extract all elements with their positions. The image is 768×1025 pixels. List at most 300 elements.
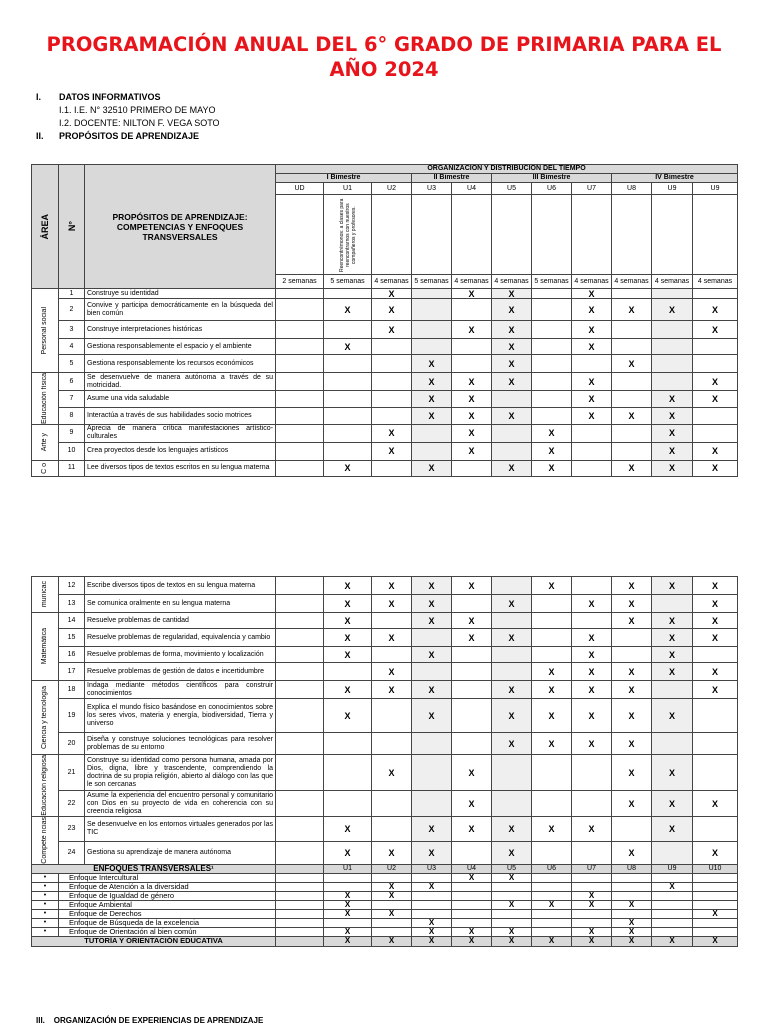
mark-cell xyxy=(492,755,532,791)
unit-description-cell xyxy=(693,195,738,275)
mark-cell xyxy=(372,900,412,909)
competency-text: Explica el mundo físico basándose en conocimientos sobre los seres vivos, materia y energía, biodiversidad, Tierra y universo xyxy=(85,699,276,733)
row-number: 1 xyxy=(59,289,85,299)
enfoque-label: Enfoque de Atención a la diversidad xyxy=(59,882,276,891)
tutoria-row xyxy=(32,936,738,946)
enfoque-unit-header: U2 xyxy=(372,864,412,873)
mark-cell: X xyxy=(693,909,738,918)
mark-cell: X xyxy=(572,817,612,842)
mark-cell: X xyxy=(324,460,372,476)
mark-cell: X xyxy=(693,663,738,681)
mark-cell xyxy=(372,373,412,391)
mark-cell xyxy=(324,873,372,882)
mark-cell: X xyxy=(492,733,532,755)
mark-cell xyxy=(532,882,572,891)
mark-cell xyxy=(612,891,652,900)
mark-cell xyxy=(276,321,324,339)
mark-cell: X xyxy=(324,577,372,595)
weeks-cell: 4 semanas xyxy=(612,275,652,289)
enfoque-unit-header: U4 xyxy=(452,864,492,873)
mark-cell xyxy=(612,391,652,408)
mark-cell xyxy=(452,918,492,927)
enfoque-unit-header: U5 xyxy=(492,864,532,873)
enfoque-label: Enfoque de Búsqueda de la excelencia xyxy=(59,918,276,927)
mark-cell xyxy=(532,842,572,864)
enfoque-label: Enfoque Intercultural xyxy=(59,873,276,882)
enfoque-unit-header: U8 xyxy=(612,864,652,873)
mark-cell: X xyxy=(412,595,452,613)
mark-cell: X xyxy=(324,842,372,864)
mark-cell: X xyxy=(693,681,738,699)
mark-cell xyxy=(492,918,532,927)
mark-cell xyxy=(372,613,412,629)
mark-cell: X xyxy=(612,918,652,927)
mark-cell xyxy=(693,927,738,936)
competency-text: Resuelve problemas de cantidad xyxy=(85,613,276,629)
mark-cell: X xyxy=(652,391,693,408)
table-row xyxy=(32,663,738,681)
enfoque-bullet: • xyxy=(32,873,59,882)
mark-cell xyxy=(572,755,612,791)
mark-cell: X xyxy=(612,927,652,936)
mark-cell: X xyxy=(532,577,572,595)
mark-cell: X xyxy=(372,577,412,595)
enfoque-bullet: • xyxy=(32,900,59,909)
mark-cell: X xyxy=(412,936,452,946)
mark-cell: X xyxy=(693,299,738,321)
mark-cell xyxy=(693,647,738,663)
mark-cell: X xyxy=(324,299,372,321)
org-header: ORGANIZACIÓN Y DISTRIBUCIÓN DEL TIEMPO xyxy=(276,165,738,174)
mark-cell: X xyxy=(452,755,492,791)
mark-cell: X xyxy=(492,817,532,842)
mark-cell xyxy=(532,918,572,927)
table-row xyxy=(32,424,738,442)
mark-cell xyxy=(276,613,324,629)
mark-cell: X xyxy=(372,909,412,918)
enfoque-unit-header: U3 xyxy=(412,864,452,873)
mark-cell: X xyxy=(572,699,612,733)
mark-cell: X xyxy=(612,663,652,681)
row-number: 18 xyxy=(59,681,85,699)
table-row xyxy=(32,842,738,864)
mark-cell xyxy=(452,663,492,681)
mark-cell: X xyxy=(572,289,612,299)
mark-cell: X xyxy=(324,647,372,663)
mark-cell xyxy=(276,927,324,936)
enfoque-label: Enfoque de Orientación al bien común xyxy=(59,927,276,936)
unit-description-cell xyxy=(492,195,532,275)
row-number: 14 xyxy=(59,613,85,629)
unit-header: U4 xyxy=(452,183,492,195)
enfoque-bullet: • xyxy=(32,918,59,927)
mark-cell: X xyxy=(572,391,612,408)
mark-cell: X xyxy=(412,613,452,629)
mark-cell xyxy=(324,733,372,755)
teacher-info: I.2. DOCENTE: NILTON F. VEGA SOTO xyxy=(59,118,220,128)
mark-cell xyxy=(372,733,412,755)
mark-cell xyxy=(572,873,612,882)
unit-description-cell xyxy=(276,195,324,275)
bimester-1: I Bimestre xyxy=(276,174,412,183)
mark-cell xyxy=(412,289,452,299)
mark-cell xyxy=(532,891,572,900)
competency-text: Se desenvuelve en los entornos virtuales generados por las TIC xyxy=(85,817,276,842)
mark-cell xyxy=(276,755,324,791)
row-number: 11 xyxy=(59,460,85,476)
mark-cell: X xyxy=(412,918,452,927)
mark-cell xyxy=(276,595,324,613)
mark-cell xyxy=(532,373,572,391)
mark-cell xyxy=(452,681,492,699)
row-number: 17 xyxy=(59,663,85,681)
mark-cell xyxy=(276,733,324,755)
mark-cell: X xyxy=(412,391,452,408)
unit-header: U7 xyxy=(572,183,612,195)
weeks-cell: 5 semanas xyxy=(532,275,572,289)
mark-cell xyxy=(412,733,452,755)
mark-cell: X xyxy=(412,577,452,595)
mark-cell xyxy=(492,891,532,900)
mark-cell: X xyxy=(452,424,492,442)
mark-cell xyxy=(572,909,612,918)
mark-cell: X xyxy=(452,817,492,842)
mark-cell: X xyxy=(532,900,572,909)
mark-cell xyxy=(492,791,532,817)
mark-cell: X xyxy=(492,355,532,373)
mark-cell xyxy=(372,460,412,476)
mark-cell xyxy=(492,647,532,663)
mark-cell xyxy=(324,289,372,299)
row-number: 7 xyxy=(59,391,85,408)
row-number: 16 xyxy=(59,647,85,663)
mark-cell: X xyxy=(572,408,612,425)
mark-cell xyxy=(572,424,612,442)
mark-cell: X xyxy=(412,647,452,663)
mark-cell: X xyxy=(652,613,693,629)
competency-text: Convive y participa democráticamente en la búsqueda del bien común xyxy=(85,299,276,321)
mark-cell xyxy=(412,755,452,791)
mark-cell xyxy=(492,442,532,460)
mark-cell: X xyxy=(372,891,412,900)
mark-cell: X xyxy=(324,339,372,355)
competency-text: Se desenvuelve de manera autónoma a través de su motricidad. xyxy=(85,373,276,391)
area-label: Educación religiosa xyxy=(41,755,48,816)
mark-cell: X xyxy=(612,842,652,864)
mark-cell: X xyxy=(372,755,412,791)
unit-header: U9 xyxy=(693,183,738,195)
mark-cell xyxy=(412,321,452,339)
table-row xyxy=(32,289,738,299)
mark-cell: X xyxy=(652,299,693,321)
mark-cell xyxy=(412,791,452,817)
area-label-cell xyxy=(32,460,59,476)
mark-cell xyxy=(276,339,324,355)
mark-cell: X xyxy=(532,817,572,842)
mark-cell: X xyxy=(452,936,492,946)
table-row xyxy=(32,629,738,647)
mark-cell xyxy=(276,373,324,391)
enfoque-row xyxy=(32,873,738,882)
mark-cell xyxy=(372,647,412,663)
mark-cell: X xyxy=(412,699,452,733)
mark-cell xyxy=(612,909,652,918)
area-header: ÁREA xyxy=(32,165,59,289)
mark-cell: X xyxy=(492,339,532,355)
table-row xyxy=(32,577,738,595)
mark-cell: X xyxy=(652,442,693,460)
unit-header: UD xyxy=(276,183,324,195)
mark-cell: X xyxy=(532,936,572,946)
enfoque-label: Enfoque de Igualdad de género xyxy=(59,891,276,900)
table-row xyxy=(32,791,738,817)
mark-cell: X xyxy=(612,577,652,595)
table-row xyxy=(32,339,738,355)
mark-cell xyxy=(372,873,412,882)
mark-cell xyxy=(693,882,738,891)
area-label: Ciencia y tecnología xyxy=(41,685,48,750)
purposes-table-part-2 xyxy=(31,576,738,947)
mark-cell: X xyxy=(412,355,452,373)
mark-cell xyxy=(276,424,324,442)
mark-cell xyxy=(276,891,324,900)
mark-cell xyxy=(693,733,738,755)
mark-cell: X xyxy=(612,595,652,613)
table-row xyxy=(32,647,738,663)
mark-cell xyxy=(412,900,452,909)
bimester-2: II Bimestre xyxy=(412,174,492,183)
competency-text: Diseña y construye soluciones tecnológicas para resolver problemas de su entorno xyxy=(85,733,276,755)
mark-cell xyxy=(652,909,693,918)
mark-cell: X xyxy=(693,321,738,339)
section-2-heading: PROPÓSITOS DE APRENDIZAJE xyxy=(59,131,200,141)
mark-cell: X xyxy=(492,289,532,299)
mark-cell: X xyxy=(693,442,738,460)
mark-cell: X xyxy=(324,817,372,842)
competency-text: Construye su identidad como persona humana, amada por Dios, digna, libre y trascendente, comprendiendo la doctrina de su propia religión, abierto al diálogo con las que le son cercanas xyxy=(85,755,276,791)
mark-cell: X xyxy=(572,339,612,355)
competency-text: Gestiona su aprendizaje de manera autónoma xyxy=(85,842,276,864)
enfoque-row xyxy=(32,909,738,918)
mark-cell: X xyxy=(693,842,738,864)
mark-cell xyxy=(532,408,572,425)
mark-cell xyxy=(572,613,612,629)
competency-text: Resuelve problemas de regularidad, equivalencia y cambio xyxy=(85,629,276,647)
mark-cell xyxy=(452,355,492,373)
tutoria-label: TUTORÍA Y ORIENTACIÓN EDUCATIVA xyxy=(32,936,276,946)
mark-cell xyxy=(372,699,412,733)
mark-cell: X xyxy=(572,299,612,321)
mark-cell xyxy=(276,817,324,842)
mark-cell xyxy=(492,424,532,442)
competency-text: Resuelve problemas de gestión de datos e incertidumbre xyxy=(85,663,276,681)
mark-cell: X xyxy=(372,595,412,613)
section-2-roman: II. xyxy=(36,131,44,141)
ud-text: Reencontrémonos: a clases para reencontrarnos con nuestros compañeros y profesores. xyxy=(338,197,357,272)
mark-cell xyxy=(652,733,693,755)
mark-cell xyxy=(693,817,738,842)
competency-text: Lee diversos tipos de textos escritos en su lengua materna xyxy=(85,460,276,476)
mark-cell: X xyxy=(693,595,738,613)
mark-cell: X xyxy=(612,299,652,321)
area-label-cell xyxy=(32,424,59,460)
row-number: 4 xyxy=(59,339,85,355)
enfoque-bullet: • xyxy=(32,891,59,900)
mark-cell xyxy=(412,629,452,647)
mark-cell: X xyxy=(492,873,532,882)
table-row xyxy=(32,595,738,613)
mark-cell xyxy=(276,299,324,321)
enfoque-row xyxy=(32,900,738,909)
mark-cell xyxy=(612,882,652,891)
purposes-table-part-1 xyxy=(31,164,738,477)
mark-cell: X xyxy=(372,663,412,681)
mark-cell: X xyxy=(652,629,693,647)
mark-cell xyxy=(372,408,412,425)
mark-cell: X xyxy=(693,391,738,408)
mark-cell: X xyxy=(452,373,492,391)
competency-text: Se comunica oralmente en su lengua materna xyxy=(85,595,276,613)
mark-cell xyxy=(652,321,693,339)
mark-cell: X xyxy=(532,699,572,733)
enfoque-label: Enfoque de Derechos xyxy=(59,909,276,918)
mark-cell: X xyxy=(372,299,412,321)
mark-cell xyxy=(276,699,324,733)
enfoque-unit-header: U6 xyxy=(532,864,572,873)
mark-cell: X xyxy=(693,791,738,817)
mark-cell xyxy=(276,791,324,817)
row-number: 10 xyxy=(59,442,85,460)
mark-cell: X xyxy=(492,460,532,476)
mark-cell: X xyxy=(532,442,572,460)
weeks-cell: 4 semanas xyxy=(452,275,492,289)
area-label: Matemática xyxy=(41,628,48,665)
mark-cell xyxy=(612,873,652,882)
mark-cell xyxy=(693,873,738,882)
unit-description-cell xyxy=(452,195,492,275)
table-row xyxy=(32,733,738,755)
mark-cell: X xyxy=(612,460,652,476)
mark-cell: X xyxy=(612,791,652,817)
mark-cell: X xyxy=(372,629,412,647)
mark-cell xyxy=(452,842,492,864)
mark-cell: X xyxy=(572,373,612,391)
mark-cell: X xyxy=(372,681,412,699)
mark-cell xyxy=(412,424,452,442)
mark-cell: X xyxy=(652,577,693,595)
mark-cell xyxy=(276,629,324,647)
mark-cell xyxy=(693,408,738,425)
mark-cell: X xyxy=(324,681,372,699)
area-label-cell xyxy=(32,681,59,755)
mark-cell xyxy=(452,339,492,355)
unit-header: U6 xyxy=(532,183,572,195)
mark-cell: X xyxy=(693,613,738,629)
mark-cell xyxy=(693,900,738,909)
mark-cell xyxy=(652,355,693,373)
mark-cell xyxy=(452,595,492,613)
enfoque-row xyxy=(32,927,738,936)
mark-cell xyxy=(372,927,412,936)
mark-cell: X xyxy=(532,681,572,699)
mark-cell: X xyxy=(452,629,492,647)
mark-cell xyxy=(572,577,612,595)
bimester-3: III Bimestre xyxy=(492,174,612,183)
mark-cell: X xyxy=(324,629,372,647)
mark-cell: X xyxy=(612,936,652,946)
table-row xyxy=(32,321,738,339)
mark-cell xyxy=(612,321,652,339)
mark-cell xyxy=(652,289,693,299)
area-label-cell xyxy=(32,289,59,373)
row-number: 9 xyxy=(59,424,85,442)
table-row xyxy=(32,373,738,391)
enfoques-title: ENFOQUES TRANSVERSALES¹ xyxy=(32,864,276,873)
row-number: 12 xyxy=(59,577,85,595)
mark-cell: X xyxy=(452,442,492,460)
mark-cell: X xyxy=(412,927,452,936)
mark-cell xyxy=(693,891,738,900)
area-label-cell xyxy=(32,373,59,425)
unit-header: U1 xyxy=(324,183,372,195)
section-3-heading: III. ORGANIZACIÓN DE EXPERIENCIAS DE APRENDIZAJE xyxy=(36,1016,264,1025)
mark-cell: X xyxy=(612,755,652,791)
mark-cell: X xyxy=(572,595,612,613)
mark-cell xyxy=(276,647,324,663)
mark-cell: X xyxy=(492,373,532,391)
row-number: 21 xyxy=(59,755,85,791)
table-row xyxy=(32,755,738,791)
mark-cell: X xyxy=(372,321,412,339)
mark-cell: X xyxy=(372,842,412,864)
bimester-4: IV Bimestre xyxy=(612,174,738,183)
mark-cell: X xyxy=(412,681,452,699)
enfoque-label: Enfoque Ambiental xyxy=(59,900,276,909)
weeks-cell: 5 semanas xyxy=(324,275,372,289)
mark-cell xyxy=(532,909,572,918)
mark-cell xyxy=(492,577,532,595)
mark-cell xyxy=(452,299,492,321)
mark-cell xyxy=(492,663,532,681)
mark-cell: X xyxy=(612,733,652,755)
mark-cell xyxy=(652,873,693,882)
weeks-cell: 5 semanas xyxy=(412,275,452,289)
mark-cell xyxy=(572,460,612,476)
mark-cell: X xyxy=(532,663,572,681)
mark-cell xyxy=(412,891,452,900)
row-number: 3 xyxy=(59,321,85,339)
mark-cell: X xyxy=(412,408,452,425)
mark-cell: X xyxy=(652,663,693,681)
weeks-cell: 2 semanas xyxy=(276,275,324,289)
mark-cell: X xyxy=(652,817,693,842)
enfoques-header-row xyxy=(32,864,738,873)
area-label-cell xyxy=(32,577,59,613)
mark-cell xyxy=(572,355,612,373)
mark-cell xyxy=(652,373,693,391)
table-row xyxy=(32,391,738,408)
mark-cell xyxy=(452,460,492,476)
mark-cell xyxy=(276,882,324,891)
mark-cell: X xyxy=(612,613,652,629)
table-row xyxy=(32,355,738,373)
mark-cell: X xyxy=(492,936,532,946)
competency-text: Asume una vida saludable xyxy=(85,391,276,408)
unit-description-cell xyxy=(652,195,693,275)
mark-cell: X xyxy=(372,882,412,891)
mark-cell xyxy=(452,909,492,918)
mark-cell: X xyxy=(652,699,693,733)
